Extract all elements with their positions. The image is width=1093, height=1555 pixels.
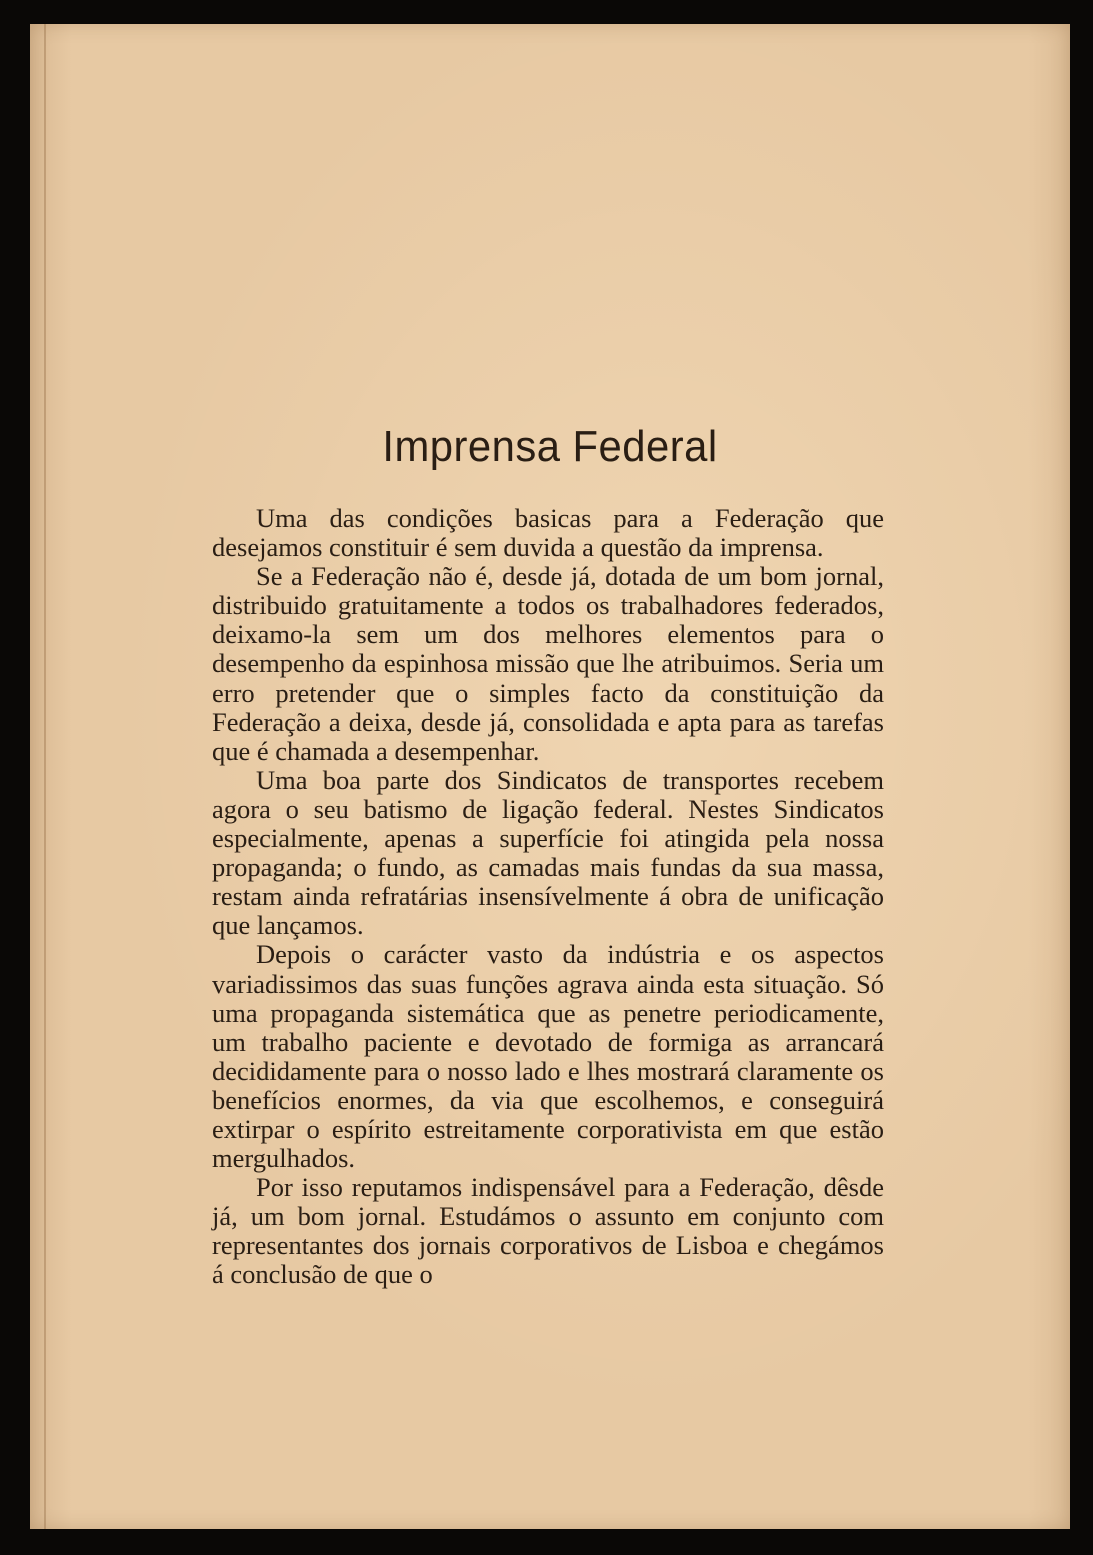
- page-title: Imprensa Federal: [382, 422, 718, 471]
- paragraph-3: Uma boa parte dos Sindicatos de transportes recebem agora o seu batismo de ligação federal. Nestes Sindicatos especialmente, apenas a superfície foi atingida pela nossa propaganda; o fundo, as camadas mais fundas da sua massa, restam ainda refratárias insensívelmente á obra de unificação que lançamos.: [212, 764, 884, 941]
- paragraph-1: Uma das condições basicas para a Federação que desejamos constituir é sem duvida a questão da imprensa.: [212, 503, 884, 563]
- paragraph-4: Depois o carácter vasto da indústria e os aspectos variadissimos das suas funções agrava ainda esta situação. Só uma propaganda sistemática que as penetre periodicamente, um trabalho paciente e devotado de formiga as arrancará decididamente para o nosso lado e lhes mostrará claramente os benefícios enormes, da via que escolhemos, e conseguirá extirpar o espírito estreitamente corporativista em que estão mergulhados.: [212, 939, 884, 1174]
- article-body: [212, 504, 884, 1290]
- paragraph-2: Se a Federação não é, desde já, dotada de um bom jornal, distribuido gratuitamente a todos os trabalhadores federados, deixamo-la sem um dos melhores elementos para o desempenho da espinhosa missão que lhe atribuimos. Seria um erro pretender que o simples facto da constituição da Federação a deixa, desde já, consolidada e apta para as tarefas que é chamada a desempenhar.: [212, 561, 884, 766]
- paragraph-5: Por isso reputamos indispensável para a Federação, dêsde já, um bom jornal. Estudámos o assunto em conjunto com representantes dos jornais corporativos de Lisboa e chegámos á conclusão de que o: [212, 1172, 884, 1290]
- binding-edge: [44, 24, 46, 1529]
- document-page: [30, 24, 1070, 1529]
